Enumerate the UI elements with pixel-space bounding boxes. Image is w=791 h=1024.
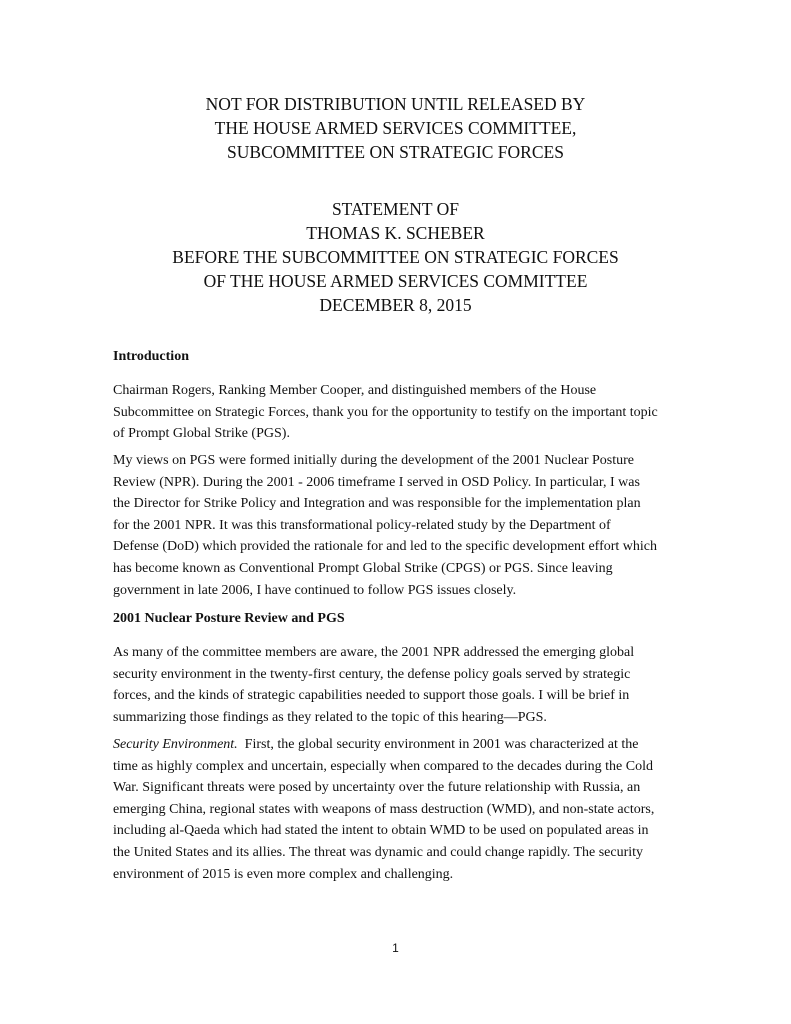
text-line: emerging China, regional states with weapons of mass destruction (WMD), and non-state actors, (113, 801, 655, 817)
text-line: of Prompt Global Strike (PGS). (113, 426, 290, 442)
text-line: War. Significant threats were posed by uncertainty over the future relationship with Russia, an (113, 780, 641, 796)
text-line: has become known as Conventional Prompt Global Strike (CPGS) or PGS. Since leaving (113, 560, 613, 576)
title-line: OF THE HOUSE ARMED SERVICES COMMITTEE (203, 271, 588, 291)
paragraph-intro-2 (113, 450, 688, 601)
notice-line: SUBCOMMITTEE ON STRATEGIC FORCES (227, 142, 564, 162)
text-line: the Director for Strike Policy and Integration and was responsible for the implementation plan (113, 496, 641, 512)
text-line: As many of the committee members are aware, the 2001 NPR addressed the emerging global (113, 645, 635, 660)
run-in-heading: Security Environment. (113, 737, 238, 752)
text-line: Subcommittee on Strategic Forces, thank you for the opportunity to testify on the important topic (113, 404, 658, 420)
statement-title (0, 197, 791, 317)
title-line: BEFORE THE SUBCOMMITTEE ON STRATEGIC FORCES (172, 247, 619, 267)
section-heading-introduction: Introduction (113, 349, 189, 364)
text-line: including al-Qaeda which had stated the intent to obtain WMD to be used on populated areas in (113, 823, 649, 839)
distribution-notice (0, 92, 791, 164)
page-number: 1 (392, 941, 399, 955)
text-line: time as highly complex and uncertain, especially when compared to the decades during the Cold (113, 758, 653, 774)
text-line: Review (NPR). During the 2001 - 2006 timeframe I served in OSD Policy. In particular, I was (113, 474, 640, 490)
text-line: security environment in the twenty-first century, the defense policy goals served by strategic (113, 666, 631, 682)
text-line: environment of 2015 is even more complex and challenging. (113, 866, 454, 882)
notice-line: THE HOUSE ARMED SERVICES COMMITTEE, (214, 118, 577, 138)
paragraph-security-environment (113, 734, 688, 885)
text-line: the United States and its allies. The threat was dynamic and could change rapidly. The security (113, 844, 644, 860)
text-line: forces, and the kinds of strategic capabilities needed to support those goals. I will be brief in (113, 688, 630, 704)
notice-line: NOT FOR DISTRIBUTION UNTIL RELEASED BY (205, 94, 586, 114)
paragraph-npr-1 (113, 642, 688, 728)
text-line: government in late 2006, I have continued to follow PGS issues closely. (113, 582, 517, 598)
text-line (113, 734, 688, 756)
paragraph-intro-1 (113, 380, 688, 445)
title-line: THOMAS K. SCHEBER (306, 223, 485, 243)
text-line: My views on PGS were formed initially during the development of the 2001 Nuclear Posture (113, 453, 635, 468)
section-heading-npr: 2001 Nuclear Posture Review and PGS (113, 611, 345, 626)
title-line: DECEMBER 8, 2015 (319, 295, 472, 315)
text-run: First, the global security environment in 2001 was characterized at the (237, 737, 639, 752)
text-line: Defense (DoD) which provided the rationale for and led to the specific development effort which (113, 539, 657, 555)
text-line: summarizing those findings as they related to the topic of this hearing—PGS. (113, 709, 547, 725)
title-line: STATEMENT OF (331, 199, 460, 219)
text-line: for the 2001 NPR. It was this transformational policy-related study by the Department of (113, 517, 611, 533)
text-line: Chairman Rogers, Ranking Member Cooper, and distinguished members of the House (113, 383, 597, 398)
